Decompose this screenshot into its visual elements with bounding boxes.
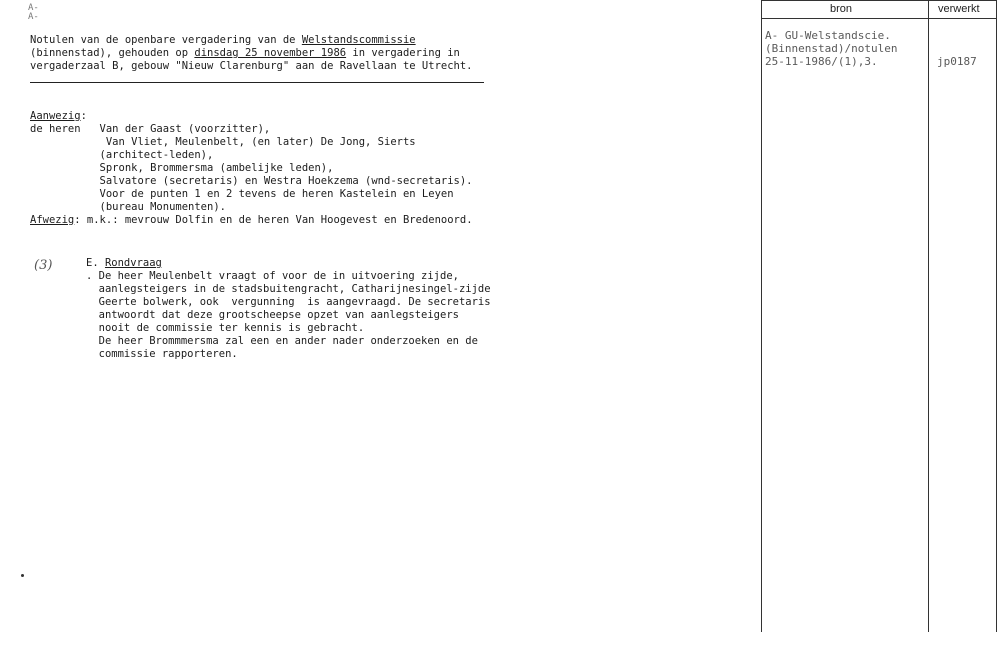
table-column-divider <box>928 0 929 632</box>
item-line: aanlegsteigers in de stadsbuitengracht, Catharijnesingel-zijde <box>86 283 491 295</box>
item-line: Geerte bolwerk, ook vergunning is aangevraagd. De secretaris <box>86 296 491 308</box>
attendance-line: (bureau Monumenten). <box>30 201 226 213</box>
aanwezig-heading: Aanwezig <box>30 110 81 122</box>
attendance-line: Spronk, Brommersma (ambelijke leden), <box>30 162 334 174</box>
bron-entry <box>765 29 897 68</box>
verwerkt-entry: jp0187 <box>937 55 977 68</box>
header-text: in vergadering in <box>346 47 460 59</box>
document-header <box>30 34 473 73</box>
item-line: . De heer Meulenbelt vraagt of voor de in uitvoering zijde, <box>86 270 459 282</box>
table-border-right <box>996 0 997 632</box>
attendance-block <box>30 110 473 227</box>
archive-table <box>761 0 997 632</box>
table-header-divider <box>761 18 997 19</box>
header-divider <box>30 82 484 83</box>
bron-line: A- GU-Welstandscie. <box>765 29 891 42</box>
table-border-left <box>761 0 762 632</box>
column-header-bron: bron <box>830 3 853 15</box>
attendance-line: (architect-leden), <box>30 149 214 161</box>
header-text: vergaderzaal B, gebouw "Nieuw Clarenburg" aan de Ravellaan te Utrecht. <box>30 60 473 72</box>
column-header-verwerkt: verwerkt <box>938 3 980 15</box>
item-line: nooit de commissie ter kennis is gebracht. <box>86 322 365 334</box>
afwezig-text: : m.k.: mevrouw Dolfin en de heren Van Hoogevest en Bredenoord. <box>74 214 473 226</box>
item-line: De heer Brommmersma zal een en ander nader onderzoeken en de <box>86 335 478 347</box>
item-line: commissie rapporteren. <box>86 348 238 360</box>
handwritten-item-number: (3) <box>34 258 53 273</box>
corner-mark <box>28 4 39 22</box>
corner-mark-line: A- <box>28 12 39 22</box>
stray-mark <box>21 574 24 577</box>
bron-line: 25-11-1986/(1),3. <box>765 55 878 68</box>
header-date: dinsdag 25 november 1986 <box>194 47 347 59</box>
corner-mark-line: A- <box>28 3 39 13</box>
attendance-line: Salvatore (secretaris) en Westra Hoekzema (wnd-secretaris). <box>30 175 473 187</box>
attendance-line: Van Vliet, Meulenbelt, (en later) De Jong, Sierts <box>30 136 416 148</box>
agenda-item <box>86 257 491 361</box>
bron-line: (Binnenstad)/notulen <box>765 42 898 55</box>
header-text: (binnenstad), gehouden op <box>30 47 195 59</box>
table-border-top <box>761 0 997 1</box>
item-letter: E. <box>86 257 105 269</box>
header-text: Notulen van de openbare vergadering van de <box>30 34 302 46</box>
afwezig-heading: Afwezig <box>30 214 75 226</box>
attendance-line: Voor de punten 1 en 2 tevens de heren Kastelein en Leyen <box>30 188 454 200</box>
header-committee: Welstandscommissie <box>301 34 416 46</box>
aanwezig-colon: : <box>80 110 87 122</box>
attendance-line: de heren Van der Gaast (voorzitter), <box>30 123 271 135</box>
item-line: antwoordt dat deze grootscheepse opzet van aanlegsteigers <box>86 309 459 321</box>
item-title: Rondvraag <box>104 257 162 269</box>
